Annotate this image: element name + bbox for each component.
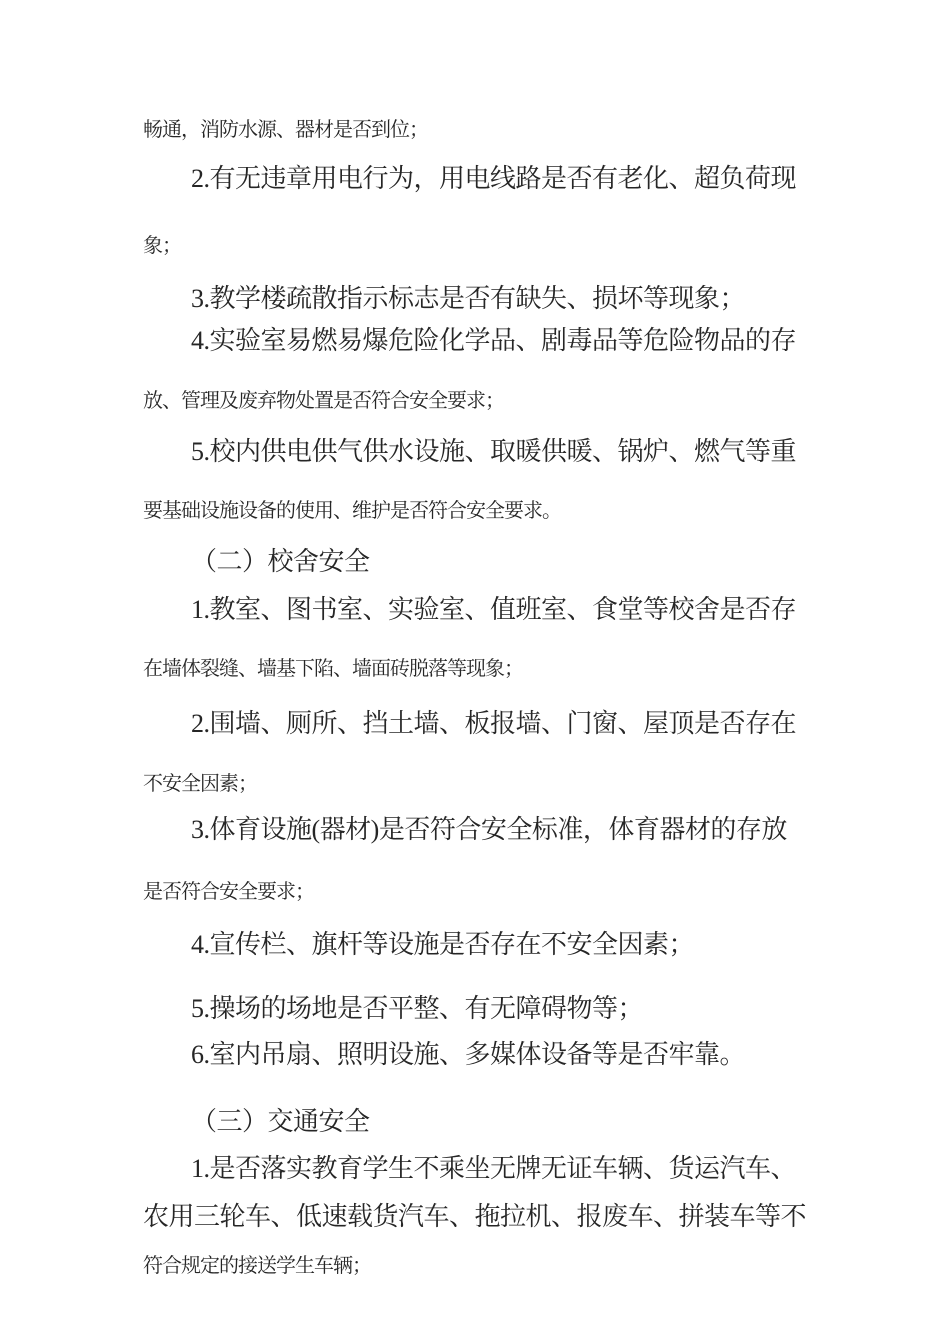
doc-line: 象； [143, 235, 181, 257]
doc-line: 是否符合安全要求； [143, 881, 314, 903]
section-heading: （二）校舍安全 [191, 547, 370, 576]
doc-line: 要基础设施设备的使用、维护是否符合安全要求。 [143, 500, 561, 522]
doc-line: 在墙体裂缝、墙基下陷、墙面砖脱落等现象； [143, 658, 523, 680]
doc-line: 2.围墙、厕所、挡土墙、板报墙、门窗、屋顶是否存在 [191, 709, 797, 738]
section-heading: （三）交通安全 [191, 1107, 370, 1136]
doc-line: 2.有无违章用电行为，用电线路是否有老化、超负荷现 [191, 164, 797, 193]
doc-line: 4.宣传栏、旗杆等设施是否存在不安全因素； [191, 930, 695, 959]
doc-line: 4.实验室易燃易爆危险化学品、剧毒品等危险物品的存 [191, 326, 797, 355]
doc-line: 放、管理及废弃物处置是否符合安全要求； [143, 390, 504, 412]
doc-line: 畅通，消防水源、器材是否到位； [143, 119, 428, 141]
doc-line: 5.操场的场地是否平整、有无障碍物等； [191, 994, 644, 1023]
doc-line: 5.校内供电供气供水设施、取暖供暖、锅炉、燃气等重 [191, 437, 797, 466]
doc-line: 农用三轮车、低速载货汽车、拖拉机、报废车、拼装车等不 [143, 1202, 807, 1231]
doc-line: 3.教学楼疏散指示标志是否有缺失、损坏等现象； [191, 284, 746, 313]
doc-line: 3.体育设施(器材)是否符合安全标准，体育器材的存放 [191, 815, 787, 844]
doc-line: 不安全因素； [143, 773, 257, 795]
doc-line: 1.教室、图书室、实验室、值班室、食堂等校舍是否存 [191, 595, 797, 624]
doc-line: 1.是否落实教育学生不乘坐无牌无证车辆、货运汽车、 [191, 1154, 797, 1183]
doc-line: 符合规定的接送学生车辆； [143, 1255, 371, 1277]
doc-line: 6.室内吊扇、照明设施、多媒体设备等是否牢靠。 [191, 1040, 746, 1069]
